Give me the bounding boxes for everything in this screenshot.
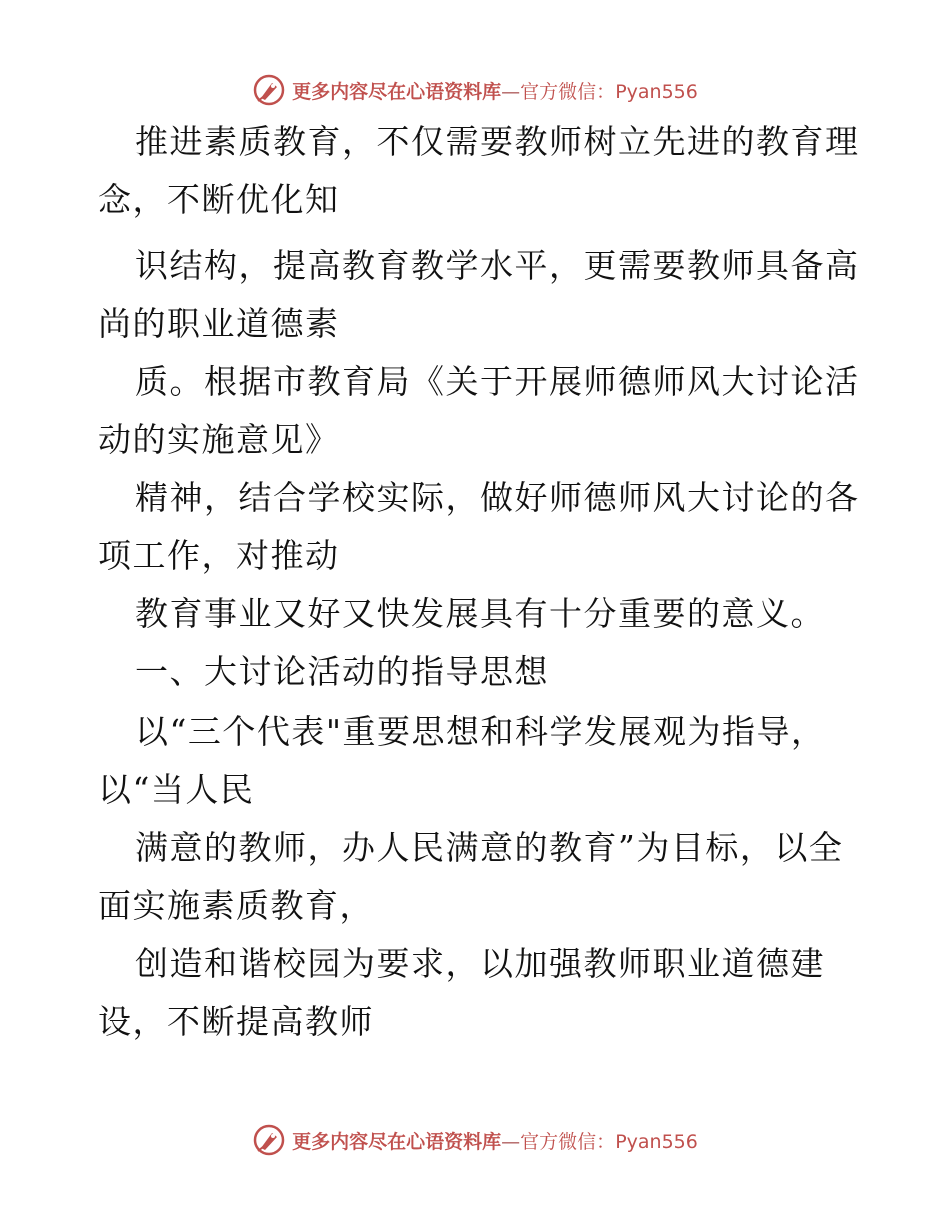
body-line: 项工作，对推动 <box>98 536 340 575</box>
header-wechat-id: Pyan556 <box>615 80 698 103</box>
body-line: 以“三个代表"重要思想和科学发展观为指导， <box>135 712 826 751</box>
body-line: 满意的教师，办人民满意的教育”为目标，以全 <box>135 828 844 867</box>
footer-dash: — <box>501 1130 521 1153</box>
body-line: 念，不断优化知 <box>98 180 340 219</box>
body-line: 以“当人民 <box>98 770 255 809</box>
footer-brand-text: 更多内容尽在心语资料库 <box>292 1130 502 1153</box>
pen-nib-logo-icon <box>252 1123 286 1157</box>
header-dash: — <box>501 80 521 103</box>
header-banner <box>0 70 950 110</box>
body-line: 尚的职业道德素 <box>98 304 340 343</box>
body-line: 教育事业又好又快发展具有十分重要的意义。 <box>135 594 825 633</box>
body-line: 精神，结合学校实际，做好师德师风大讨论的各 <box>135 478 860 517</box>
body-line: 质。根据市教育局《关于开展师德师风大讨论活 <box>135 362 860 401</box>
footer-text <box>292 1127 698 1154</box>
body-line: 创造和谐校园为要求，以加强教师职业道德建 <box>135 944 825 983</box>
footer-banner <box>0 1120 950 1160</box>
footer-wechat-id: Pyan556 <box>615 1130 698 1153</box>
section-heading: 一、大讨论活动的指导思想 <box>135 652 549 691</box>
footer-wechat-label: 官方微信： <box>520 1130 616 1153</box>
body-line: 动的实施意见》 <box>98 420 340 459</box>
pen-nib-logo-icon <box>252 73 286 107</box>
body-line: 识结构，提高教育教学水平，更需要教师具备高 <box>135 246 860 285</box>
header-brand-text: 更多内容尽在心语资料库 <box>292 80 502 103</box>
body-line: 设，不断提高教师 <box>98 1002 374 1041</box>
header-wechat-label: 官方微信： <box>520 80 616 103</box>
body-line: 面实施素质教育， <box>98 886 374 925</box>
header-text <box>292 77 698 104</box>
body-line: 推进素质教育，不仅需要教师树立先进的教育理 <box>135 122 860 161</box>
